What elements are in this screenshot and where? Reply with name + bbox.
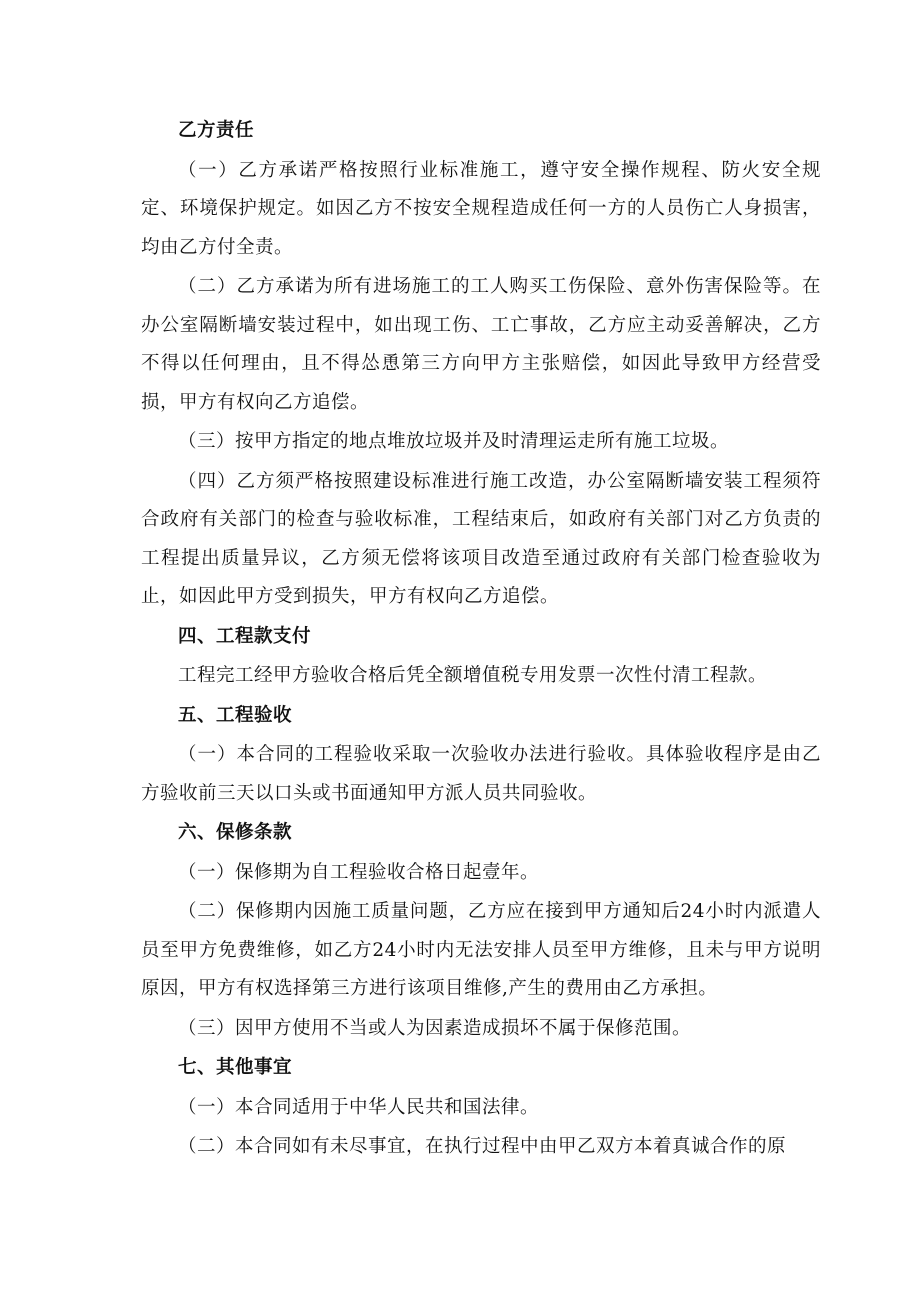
clause-warranty-1: （一）保修期为自工程验收合格日起壹年。 [178,861,540,883]
clause-other-1: （一）本合同适用于中华人民共和国法律。 [178,1096,540,1118]
clause-acceptance-1: （一）本合同的工程验收采取一次验收办法进行验收。具体验收程序是由乙方验收前三天以口头或书面通知甲方派人员共同验收。 [141,744,821,804]
clause-warranty-3: （三）因甲方使用不当或人为因素造成损坏不属于保修范围。 [178,1017,692,1039]
section-heading-payment: 四、工程款支付 [178,625,312,647]
section-heading-warranty: 六、保修条款 [178,822,293,843]
clause-b-2-insurance: （二）乙方承诺为所有进场施工的工人购买工伤保险、意外伤害保险等。在办公室隔断墙安装过程中，如出现工伤、工亡事故，乙方应主动妥善解决，乙方不得以任何理由，且不得怂恿第三方向甲方主张赔偿，如因此导致甲方经营受损，甲方有权向乙方追偿。 [141,276,821,413]
section-heading-other-matters: 七、其他事宜 [178,1057,293,1078]
clause-b-3-waste: （三）按甲方指定的地点堆放垃圾并及时清理运走所有施工垃圾。 [178,431,730,452]
document-page [141,112,821,1168]
section-heading-acceptance: 五、工程验收 [178,704,293,726]
clause-other-2: （二）本合同如有未尽事宜，在执行过程中由甲乙双方本着真诚合作的原 [178,1136,787,1157]
clause-b-1-safety: （一）乙方承诺严格按照行业标准施工，遵守安全操作规程、防火安全规定、环境保护规定。如因乙方不按安全规程造成任何一方的人员伤亡人身损害，均由乙方付全责。 [141,159,821,258]
section-heading-party-b-responsibility: 乙方责任 [178,120,255,141]
clause-payment: 工程完工经甲方验收合格后凭全额增值税专用发票一次性付清工程款。 [178,665,768,686]
clause-warranty-2: （二）保修期内因施工质量问题，乙方应在接到甲方通知后24小时内派遣人员至甲方免费维修，如乙方24小时内无法安排人员至甲方维修，且未与甲方说明原因，甲方有权选择第三方进行该项目维修,产生的费用由乙方承担。 [141,901,821,999]
clause-b-4-standards: （四）乙方须严格按照建设标准进行施工改造，办公室隔断墙安装工程须符合政府有关部门的检查与验收标准，工程结束后，如政府有关部门对乙方负责的工程提出质量异议，乙方须无偿将该项目改造至通过政府有关部门检查验收为止，如因此甲方受到损失，甲方有权向乙方追偿。 [141,470,821,607]
